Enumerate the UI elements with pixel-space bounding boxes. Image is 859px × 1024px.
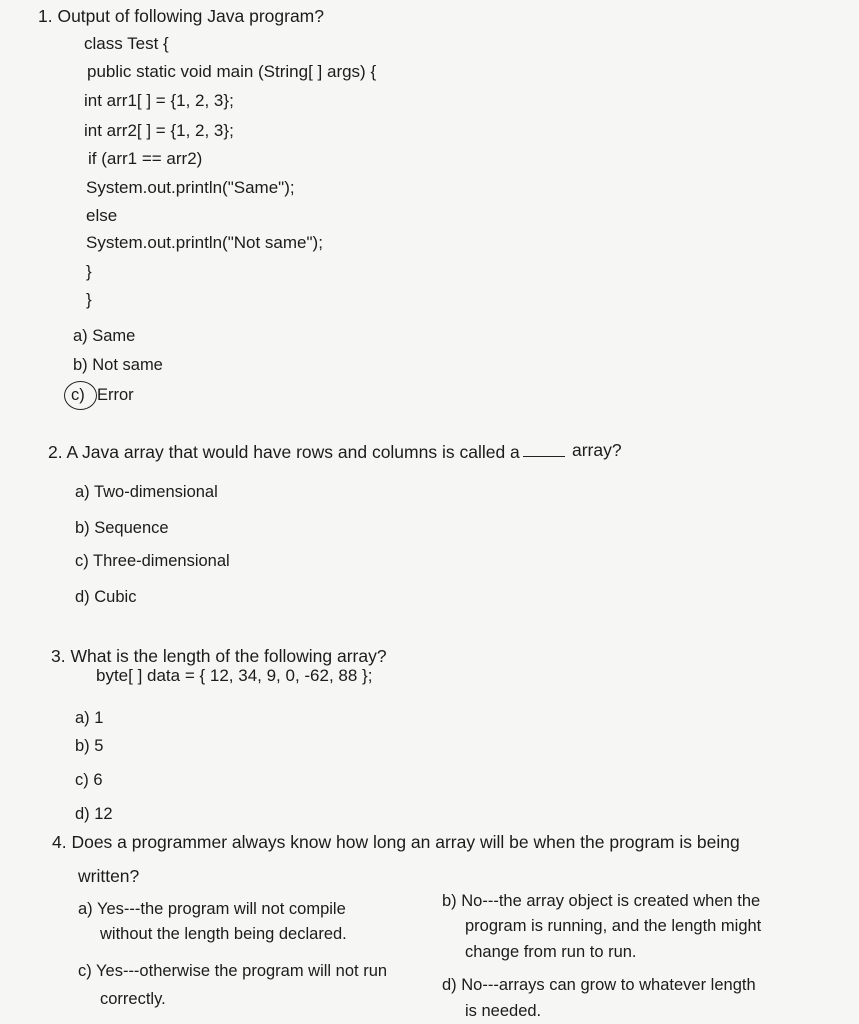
q1-code-line-1: class Test { (84, 34, 169, 53)
q1-option-c-text: Error (97, 386, 134, 404)
q1-code-line-6: System.out.println("Same"); (86, 178, 295, 197)
q4-option-b-line-1: b) No---the array object is created when the (442, 892, 761, 910)
q1-option-a: a) Same (73, 327, 136, 345)
q4-option-a-line-2: without the length being declared. (100, 925, 347, 943)
q4-option-c-line-2: correctly. (100, 990, 166, 1008)
q4-option-b-line-2: program is running, and the length might (465, 917, 762, 935)
q4-option-d-line-2: is needed. (465, 1002, 542, 1020)
q1-code-line-8: System.out.println("Not same"); (86, 233, 323, 252)
q3-question: 3. What is the length of the following array? (51, 646, 387, 666)
q2-option-a: a) Two-dimensional (75, 483, 218, 501)
q1-code-line-7: else (86, 206, 118, 225)
q1-option-b: b) Not same (73, 356, 163, 374)
q1-question: 1. Output of following Java program? (38, 6, 324, 26)
q1-code-line-5: if (arr1 == arr2) (88, 149, 203, 168)
q4-option-b-line-3: change from run to run. (465, 943, 637, 961)
q4-question-line-2: written? (78, 866, 140, 886)
q2-question: 2. A Java array that would have rows and columns is called a (48, 442, 520, 462)
q2-option-c: c) Three-dimensional (75, 552, 230, 570)
q1-code-line-4: int arr2[ ] = {1, 2, 3}; (84, 121, 234, 140)
q4-option-c-line-1: c) Yes---otherwise the program will not run (78, 962, 388, 980)
q1-option-c-letter: c) (71, 386, 85, 404)
q1-code-line-2: public static void main (String[ ] args) { (87, 62, 377, 81)
q2-option-b: b) Sequence (75, 519, 169, 537)
q1-code-line-10: } (86, 290, 92, 309)
q4-option-a-line-1: a) Yes---the program will not compile (78, 900, 346, 918)
q2-question-end: array? (572, 440, 622, 460)
q2-option-d: d) Cubic (75, 588, 137, 606)
q3-option-d: d) 12 (75, 805, 113, 823)
q3-option-c: c) 6 (75, 771, 103, 789)
q4-question-line-1: 4. Does a programmer always know how long an array will be when the program is being (52, 832, 740, 852)
q3-code: byte[ ] data = { 12, 34, 9, 0, -62, 88 }; (96, 666, 373, 685)
q3-option-a: a) 1 (75, 709, 104, 727)
q1-code-line-9: } (86, 262, 92, 281)
q4-option-d-line-1: d) No---arrays can grow to whatever length (442, 976, 756, 994)
q1-code-line-3: int arr1[ ] = {1, 2, 3}; (84, 91, 234, 110)
q2-fill-blank (523, 456, 565, 457)
q3-option-b: b) 5 (75, 737, 104, 755)
